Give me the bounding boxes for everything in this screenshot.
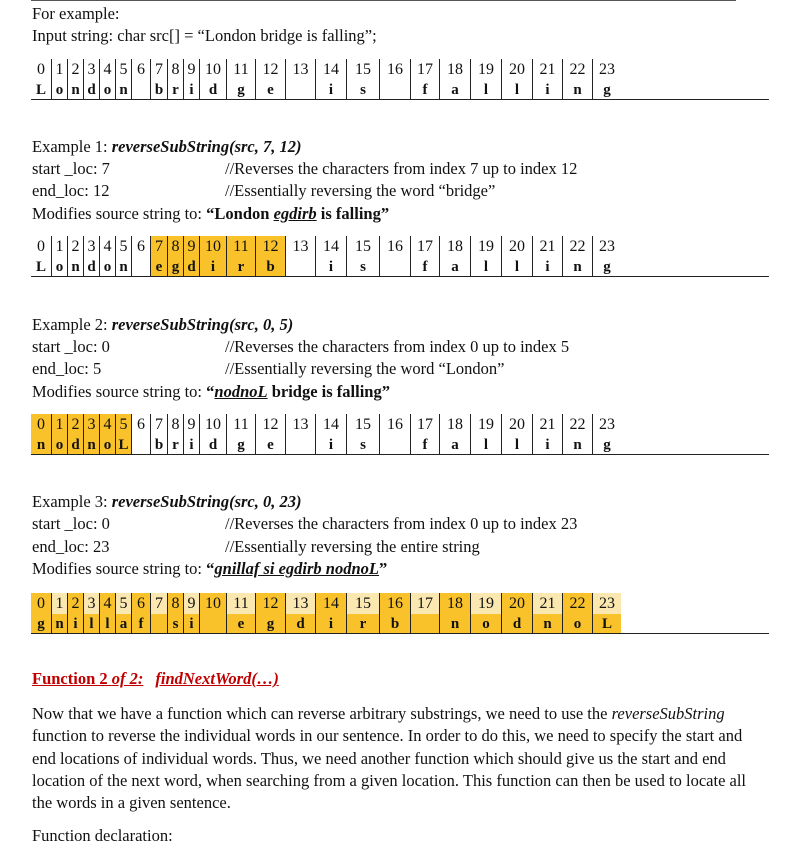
index-cell: 15: [346, 414, 379, 435]
index-cell: 0: [31, 593, 51, 614]
char-cell: d: [83, 257, 99, 276]
index-cell: 6: [131, 414, 150, 435]
index-cell: 12: [255, 236, 285, 257]
char-cell: f: [410, 80, 439, 99]
index-cell: 4: [99, 236, 115, 257]
index-cell: 9: [183, 59, 199, 80]
char-cell: g: [31, 614, 51, 633]
char-cell: l: [470, 435, 501, 454]
index-cell: 7: [150, 414, 167, 435]
char-cell: f: [131, 614, 150, 633]
char-cell: b: [150, 80, 167, 99]
function-name: findNextWord(…): [155, 669, 279, 688]
char-cell: g: [226, 80, 255, 99]
char-cell: d: [501, 614, 532, 633]
char-cell: n: [439, 614, 470, 633]
char-array-example-2: [31, 414, 769, 455]
char-cell: l: [99, 614, 115, 633]
index-cell: 6: [131, 59, 150, 80]
char-cell: [379, 257, 410, 276]
index-cell: 10: [199, 414, 226, 435]
char-cell: L: [115, 435, 131, 454]
index-cell: 5: [115, 414, 131, 435]
char-cell: f: [410, 435, 439, 454]
index-cell: 22: [562, 593, 592, 614]
char-cell: o: [99, 257, 115, 276]
example-1-end-comment: //Essentially reversing the word “bridge”: [225, 181, 496, 200]
index-cell: 22: [562, 236, 592, 257]
index-cell: 23: [592, 59, 621, 80]
index-cell: 14: [315, 59, 346, 80]
char-cell: l: [501, 435, 532, 454]
index-cell: 7: [150, 593, 167, 614]
char-array-example-1: [31, 236, 769, 277]
index-cell: 20: [501, 59, 532, 80]
index-cell: 13: [285, 236, 315, 257]
index-cell: 2: [67, 414, 83, 435]
char-cell: b: [150, 435, 167, 454]
char-cell: i: [183, 80, 199, 99]
index-cell: 21: [532, 414, 562, 435]
index-cell: 11: [226, 414, 255, 435]
char-cell: [131, 257, 150, 276]
index-cell: 19: [470, 236, 501, 257]
index-cell: 18: [439, 236, 470, 257]
example-2-title: Example 2: reverseSubString(src, 0, 5): [32, 315, 294, 334]
index-cell: 10: [199, 59, 226, 80]
char-cell: i: [315, 80, 346, 99]
char-cell: l: [83, 614, 99, 633]
char-cell: a: [439, 435, 470, 454]
char-cell: [131, 80, 150, 99]
index-cell: 16: [379, 414, 410, 435]
char-cell: i: [315, 257, 346, 276]
char-row: [31, 257, 769, 277]
char-cell: b: [379, 614, 410, 633]
index-cell: 0: [31, 414, 51, 435]
section-heading: Function 2 of 2: findNextWord(…): [32, 669, 279, 688]
char-row: [31, 435, 769, 455]
char-cell: a: [439, 80, 470, 99]
char-cell: g: [226, 435, 255, 454]
char-cell: L: [35, 82, 46, 98]
index-cell: 23: [592, 236, 621, 257]
example-2-end-line: end_loc: 5 //Essentially reversing the word “London”: [32, 359, 505, 378]
example-2-call: reverseSubString(src, 0, 5): [111, 315, 294, 334]
char-cell: n: [115, 257, 131, 276]
char-cell: r: [167, 435, 183, 454]
char-cell: r: [346, 614, 379, 633]
char-cell: [131, 435, 150, 454]
example-2-end-comment: //Essentially reversing the word “London”: [225, 359, 505, 378]
index-cell: 3: [83, 236, 99, 257]
char-cell: o: [470, 614, 501, 633]
index-cell: 1: [51, 236, 67, 257]
index-cell: 10: [199, 593, 226, 614]
index-cell: 15: [346, 236, 379, 257]
char-cell: i: [315, 614, 346, 633]
char-cell: a: [115, 614, 131, 633]
description-paragraph: Now that we have a function which can reverse arbitrary substrings, we need to use the reverseSubString function to reverse the individual words in our sentence. In order to do this, we need to specify the start and end locations of individual words. Thus, we need another function which should give us the start and end location of the next word, when searching from a given location. This function can then be used to locate all the words in a given sentence.: [32, 704, 747, 813]
char-cell: o: [51, 435, 67, 454]
char-cell: g: [255, 614, 285, 633]
intro-label: For example:: [32, 4, 120, 23]
char-cell: d: [199, 435, 226, 454]
char-cell: n: [67, 80, 83, 99]
index-cell: 3: [83, 593, 99, 614]
char-cell: l: [470, 80, 501, 99]
index-cell: 6: [131, 593, 150, 614]
index-cell: 16: [379, 593, 410, 614]
example-3-start-comment: //Reverses the characters from index 0 up to index 23: [225, 514, 578, 533]
example-1-end-line: end_loc: 12 //Essentially reversing the word “bridge”: [32, 181, 496, 200]
char-cell: o: [99, 80, 115, 99]
example-1-start-comment: //Reverses the characters from index 7 up to index 12: [225, 159, 578, 178]
index-cell: 13: [285, 593, 315, 614]
index-cell: 11: [226, 593, 255, 614]
index-cell: 9: [183, 593, 199, 614]
index-cell: 18: [439, 59, 470, 80]
index-cell: 23: [592, 593, 621, 614]
index-cell: 12: [255, 59, 285, 80]
char-cell: [199, 614, 226, 633]
char-cell: b: [255, 257, 285, 276]
index-cell: 19: [470, 59, 501, 80]
char-cell: n: [562, 435, 592, 454]
char-cell: o: [99, 435, 115, 454]
char-cell: n: [83, 435, 99, 454]
char-cell: i: [532, 435, 562, 454]
index-cell: 15: [346, 593, 379, 614]
char-cell: i: [183, 614, 199, 633]
char-cell: n: [115, 80, 131, 99]
index-cell: 5: [115, 59, 131, 80]
char-cell: g: [592, 257, 621, 276]
index-cell: 18: [439, 414, 470, 435]
char-cell: l: [470, 257, 501, 276]
index-cell: 18: [439, 593, 470, 614]
char-array-example-3: [31, 593, 769, 634]
index-cell: 16: [379, 236, 410, 257]
index-cell: 11: [226, 59, 255, 80]
example-3-reversed: gnillaf si egdirb nodnoL: [214, 559, 379, 578]
index-cell: 9: [183, 414, 199, 435]
char-cell: n: [51, 614, 67, 633]
index-cell: 5: [115, 236, 131, 257]
char-cell: l: [501, 257, 532, 276]
char-row: [31, 80, 769, 100]
char-cell: l: [501, 80, 532, 99]
char-cell: o: [51, 257, 67, 276]
char-cell: r: [167, 80, 183, 99]
char-cell: g: [592, 80, 621, 99]
char-cell: f: [410, 257, 439, 276]
index-cell: 8: [167, 236, 183, 257]
char-array-original: [31, 59, 769, 100]
example-1-start-line: start _loc: 7 //Reverses the characters from index 7 up to index 12: [32, 159, 578, 178]
char-cell: e: [255, 435, 285, 454]
char-cell: n: [562, 257, 592, 276]
char-cell: e: [255, 80, 285, 99]
index-cell: 22: [562, 414, 592, 435]
char-row: [31, 614, 769, 634]
index-cell: 16: [379, 59, 410, 80]
char-cell: [379, 80, 410, 99]
example-2-start-comment: //Reverses the characters from index 0 up to index 5: [225, 337, 570, 356]
index-cell: 8: [167, 414, 183, 435]
char-cell: [285, 80, 315, 99]
char-cell: L: [35, 259, 46, 275]
char-cell: g: [167, 257, 183, 276]
char-cell: n: [31, 435, 51, 454]
index-cell: 17: [410, 414, 439, 435]
char-cell: [285, 257, 315, 276]
char-cell: d: [199, 80, 226, 99]
index-cell: 21: [532, 236, 562, 257]
index-cell: 3: [83, 59, 99, 80]
char-cell: d: [183, 257, 199, 276]
index-cell: 0: [37, 238, 45, 255]
declaration-label: Function declaration:: [32, 826, 173, 845]
index-cell: 2: [67, 236, 83, 257]
index-cell: 19: [470, 593, 501, 614]
index-cell: 8: [167, 59, 183, 80]
index-cell: 8: [167, 593, 183, 614]
index-cell: 21: [532, 593, 562, 614]
example-2-result: Modifies source string to: “nodnoL bridge is falling”: [32, 382, 390, 401]
index-cell: 20: [501, 593, 532, 614]
char-cell: [410, 614, 439, 633]
index-cell: 3: [83, 414, 99, 435]
index-row: [31, 593, 769, 614]
char-cell: i: [199, 257, 226, 276]
example-3-call: reverseSubString(src, 0, 23): [111, 492, 302, 511]
index-cell: 4: [99, 593, 115, 614]
char-cell: s: [346, 257, 379, 276]
index-cell: 0: [37, 61, 45, 78]
index-cell: 4: [99, 59, 115, 80]
example-3-start-line: start _loc: 0 //Reverses the characters from index 0 up to index 23: [32, 514, 578, 533]
index-cell: 12: [255, 593, 285, 614]
index-cell: 4: [99, 414, 115, 435]
char-cell: e: [226, 614, 255, 633]
example-2-start-line: start _loc: 0 //Reverses the characters from index 0 up to index 5: [32, 337, 570, 356]
char-cell: [379, 435, 410, 454]
index-cell: 23: [592, 414, 621, 435]
char-cell: [285, 435, 315, 454]
index-cell: 9: [183, 236, 199, 257]
index-cell: 13: [285, 59, 315, 80]
index-cell: 12: [255, 414, 285, 435]
char-cell: i: [183, 435, 199, 454]
example-2-reversed: nodnoL: [214, 382, 268, 401]
char-cell: i: [532, 257, 562, 276]
index-cell: 14: [315, 593, 346, 614]
example-1-call: reverseSubString(src, 7, 12): [111, 137, 302, 156]
index-cell: 2: [67, 593, 83, 614]
char-cell: s: [346, 435, 379, 454]
char-cell: d: [67, 435, 83, 454]
index-cell: 7: [150, 59, 167, 80]
index-cell: 14: [315, 236, 346, 257]
char-cell: o: [51, 80, 67, 99]
example-1-reversed: egdirb: [273, 204, 317, 223]
char-cell: L: [592, 614, 621, 633]
index-cell: 22: [562, 59, 592, 80]
example-1-result: Modifies source string to: “London egdirb is falling”: [32, 204, 390, 223]
index-row: [31, 59, 769, 80]
example-3-title: Example 3: reverseSubString(src, 0, 23): [32, 492, 302, 511]
char-cell: [150, 614, 167, 633]
inline-function-ref: reverseSubString: [611, 704, 725, 723]
char-cell: e: [150, 257, 167, 276]
index-cell: 17: [410, 593, 439, 614]
index-cell: 1: [51, 414, 67, 435]
index-cell: 15: [346, 59, 379, 80]
index-cell: 7: [150, 236, 167, 257]
index-cell: 1: [51, 593, 67, 614]
char-cell: d: [285, 614, 315, 633]
index-cell: 1: [51, 59, 67, 80]
example-3-result: Modifies source string to: “gnillaf si egdirb nodnoL”: [32, 559, 388, 578]
index-cell: 13: [285, 414, 315, 435]
index-cell: 20: [501, 236, 532, 257]
index-cell: 20: [501, 414, 532, 435]
index-cell: 6: [131, 236, 150, 257]
example-1-title: Example 1: reverseSubString(src, 7, 12): [32, 137, 302, 156]
example-3-end-comment: //Essentially reversing the entire string: [225, 537, 480, 556]
char-cell: d: [83, 80, 99, 99]
index-cell: 17: [410, 59, 439, 80]
index-row: [31, 236, 769, 257]
char-cell: n: [562, 80, 592, 99]
char-cell: s: [346, 80, 379, 99]
index-cell: 11: [226, 236, 255, 257]
char-cell: i: [67, 614, 83, 633]
char-cell: o: [562, 614, 592, 633]
char-cell: n: [67, 257, 83, 276]
char-cell: r: [226, 257, 255, 276]
char-cell: a: [439, 257, 470, 276]
input-string-line: Input string: char src[] = “London bridge is falling”;: [32, 26, 377, 45]
index-cell: 10: [199, 236, 226, 257]
index-cell: 2: [67, 59, 83, 80]
top-rule: [31, 0, 736, 1]
index-cell: 14: [315, 414, 346, 435]
char-cell: i: [315, 435, 346, 454]
char-cell: g: [592, 435, 621, 454]
char-cell: s: [167, 614, 183, 633]
index-cell: 17: [410, 236, 439, 257]
index-cell: 21: [532, 59, 562, 80]
index-cell: 5: [115, 593, 131, 614]
char-cell: i: [532, 80, 562, 99]
example-3-end-line: end_loc: 23 //Essentially reversing the entire string: [32, 537, 480, 556]
char-cell: n: [532, 614, 562, 633]
index-row: [31, 414, 769, 435]
index-cell: 19: [470, 414, 501, 435]
